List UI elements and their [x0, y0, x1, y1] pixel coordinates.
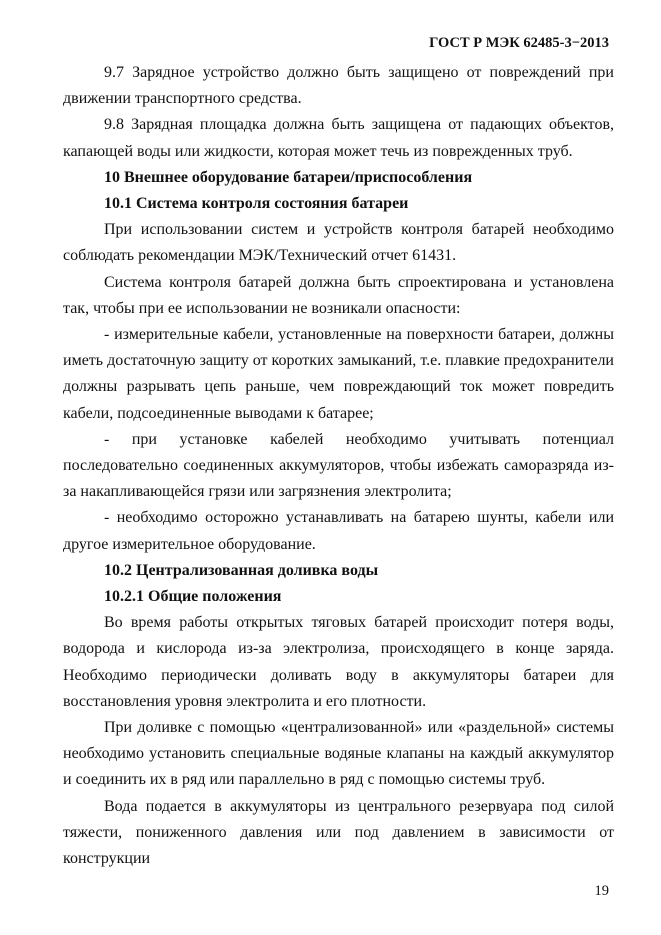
paragraph: При использовании систем и устройств контроля батарей необходимо соблюдать рекомендации МЭК/Технический отчет 61431.	[63, 221, 614, 265]
list-item: - при установке кабелей необходимо учитывать потенциал последовательно соединенных аккумуляторов, чтобы избежать саморазряда из-за накапливающейся грязи или загрязнения электролита;	[63, 430, 614, 501]
page-number: 19	[594, 883, 609, 899]
paragraph: Во время работы открытых тяговых батарей происходит потеря воды, водорода и кислорода из-за электролиза, происходящего в конце заряда. Необходимо периодически доливать воду в аккумуляторы батареи для восстановления уровня электролита и его плотности.	[63, 614, 614, 710]
paragraph-9-7: 9.7 Зарядное устройство должно быть защищено от повреждений при движении транспортного средства.	[63, 64, 614, 108]
document-body	[63, 60, 614, 872]
list-item: - измерительные кабели, установленные на поверхности батареи, должны иметь достаточную защиту от коротких замыканий, т.е. плавкие предохранители должны разрывать цепь раньше, чем повреждающий ток может повредить кабели, подсоединенные выводами к батарее;	[63, 326, 614, 422]
list-item: - необходимо осторожно устанавливать на батарею шунты, кабели или другое измерительное оборудование.	[63, 509, 614, 553]
section-heading-10: 10 Внешнее оборудование батареи/приспособления	[104, 168, 473, 186]
paragraph: Вода подается в аккумуляторы из центрального резервуара под силой тяжести, пониженного давления или под давлением в зависимости от конструкции	[63, 797, 614, 868]
section-heading-10-1: 10.1 Система контроля состояния батареи	[104, 195, 409, 213]
paragraph: Система контроля батарей должна быть спроектирована и установлена так, чтобы при ее использовании не возникали опасности:	[63, 273, 614, 317]
section-heading-10-2-1: 10.2.1 Общие положения	[104, 588, 282, 606]
paragraph-9-8: 9.8 Зарядная площадка должна быть защищена от падающих объектов, капающей воды или жидкости, которая может течь из поврежденных труб.	[63, 116, 614, 160]
document-header: ГОСТ Р МЭК 62485-3−2013	[429, 35, 609, 51]
section-heading-10-2: 10.2 Централизованная доливка воды	[104, 561, 379, 579]
paragraph: При доливке с помощью «централизованной» или «раздельной» системы необходимо установить специальные водяные клапаны на каждый аккумулятор и соединить их в ряд или параллельно в ряд с помощью системы труб.	[63, 719, 614, 789]
